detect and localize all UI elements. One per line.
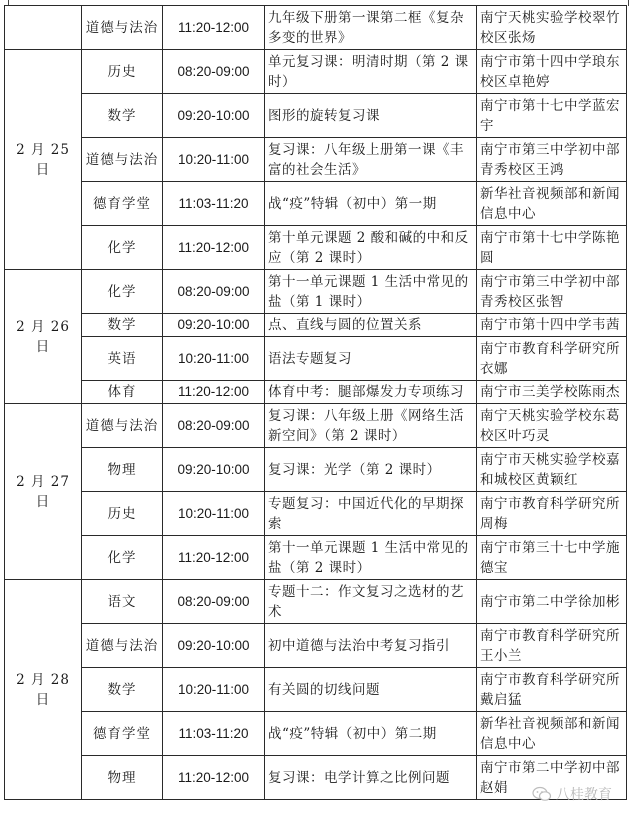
time-cell: 10:20-11:00: [163, 138, 265, 182]
time-cell: 11:20-12:00: [163, 756, 265, 800]
subject-cell: 语文: [82, 580, 163, 624]
time-cell: 08:20-09:00: [163, 50, 265, 94]
subject-cell: 化学: [82, 536, 163, 580]
subject-cell: 物理: [82, 756, 163, 800]
subject-cell: 化学: [82, 226, 163, 270]
table-row: [5, 270, 627, 314]
teacher-cell: 南宁市第三中学初中部青秀校区王鸿: [477, 138, 627, 182]
topic-cell: 复习课：电学计算之比例问题: [265, 756, 477, 800]
topic-cell: 点、直线与圆的位置关系: [265, 314, 477, 337]
teacher-cell: 南宁市天桃实验学校嘉和城校区黄颖红: [477, 448, 627, 492]
teacher-cell: 南宁市第三十七中学施德宝: [477, 536, 627, 580]
teacher-cell: 南宁市教育科学研究所戴启猛: [477, 668, 627, 712]
time-cell: 10:20-11:00: [163, 492, 265, 536]
subject-cell: 历史: [82, 492, 163, 536]
topic-cell: 有关圆的切线问题: [265, 668, 477, 712]
time-cell: 11:20-12:00: [163, 536, 265, 580]
topic-cell: 复习课：八年级上册《网络生活新空间》（第 2 课时）: [265, 404, 477, 448]
table-row: [5, 624, 627, 668]
table-row: [5, 668, 627, 712]
teacher-cell: 南宁市第二中学初中部赵娟: [477, 756, 627, 800]
time-cell: 10:20-11:00: [163, 337, 265, 381]
time-cell: 09:20-10:00: [163, 448, 265, 492]
time-cell: 08:20-09:00: [163, 270, 265, 314]
teacher-cell: 新华社音视频部和新闻信息中心: [477, 712, 627, 756]
table-row: [5, 536, 627, 580]
topic-cell: 第十一单元课题 1 生活中常见的盐（第 1 课时）: [265, 270, 477, 314]
subject-cell: 道德与法治: [82, 404, 163, 448]
teacher-cell: 南宁天桃实验学校翠竹校区张炀: [477, 6, 627, 50]
subject-cell: 体育: [82, 381, 163, 404]
table-row: [5, 381, 627, 404]
teacher-cell: 南宁市第十七中学蓝宏宇: [477, 94, 627, 138]
subject-cell: 数学: [82, 94, 163, 138]
time-cell: 11:03-11:20: [163, 712, 265, 756]
topic-cell: 初中道德与法治中考复习指引: [265, 624, 477, 668]
topic-cell: 战“疫”特辑（初中）第一期: [265, 182, 477, 226]
teacher-cell: 南宁市第十四中学琅东校区卓艳婷: [477, 50, 627, 94]
teacher-cell: 南宁市第十七中学陈艳圆: [477, 226, 627, 270]
teacher-cell: 南宁市教育科学研究所周梅: [477, 492, 627, 536]
time-cell: 08:20-09:00: [163, 404, 265, 448]
teacher-cell: 南宁天桃实验学校东葛校区叶巧灵: [477, 404, 627, 448]
subject-cell: 历史: [82, 50, 163, 94]
time-cell: 09:20-10:00: [163, 624, 265, 668]
table-row: [5, 182, 627, 226]
teacher-cell: 南宁市第十四中学韦茜: [477, 314, 627, 337]
wechat-icon: [532, 786, 552, 802]
subject-cell: 道德与法治: [82, 138, 163, 182]
date-cell: 2 月 26 日: [5, 270, 82, 404]
schedule-table: [4, 5, 627, 800]
time-cell: 10:20-11:00: [163, 668, 265, 712]
table-row: [5, 448, 627, 492]
time-cell: 11:20-12:00: [163, 226, 265, 270]
subject-cell: 数学: [82, 314, 163, 337]
topic-cell: 体育中考：腿部爆发力专项练习: [265, 381, 477, 404]
table-row: [5, 6, 627, 50]
time-cell: 09:20-10:00: [163, 314, 265, 337]
time-cell: 11:20-12:00: [163, 6, 265, 50]
topic-cell: 第十单元课题 2 酸和碱的中和反应（第 2 课时）: [265, 226, 477, 270]
teacher-cell: 南宁市教育科学研究所王小兰: [477, 624, 627, 668]
subject-cell: 道德与法治: [82, 624, 163, 668]
table-row: [5, 138, 627, 182]
table-row: [5, 712, 627, 756]
teacher-cell: 南宁市第三中学初中部青秀校区张智: [477, 270, 627, 314]
subject-cell: 数学: [82, 668, 163, 712]
topic-cell: 语法专题复习: [265, 337, 477, 381]
date-cell: [5, 6, 82, 50]
teacher-cell: 南宁市第二中学徐加彬: [477, 580, 627, 624]
table-top-border-stub-right: [628, 0, 629, 6]
teacher-cell: 新华社音视频部和新闻信息中心: [477, 182, 627, 226]
table-row: [5, 337, 627, 381]
table-row: [5, 50, 627, 94]
table-row: [5, 492, 627, 536]
table-row: [5, 580, 627, 624]
watermark: [532, 784, 612, 804]
time-cell: 11:03-11:20: [163, 182, 265, 226]
time-cell: 11:20-12:00: [163, 381, 265, 404]
subject-cell: 德育学堂: [82, 182, 163, 226]
topic-cell: 战“疫”特辑（初中）第二期: [265, 712, 477, 756]
table-row: [5, 226, 627, 270]
time-cell: 09:20-10:00: [163, 94, 265, 138]
topic-cell: 九年级下册第一课第二框《复杂多变的世界》: [265, 6, 477, 50]
topic-cell: 专题十二：作文复习之选材的艺术: [265, 580, 477, 624]
topic-cell: 复习课：八年级上册第一课《丰富的社会生活》: [265, 138, 477, 182]
teacher-cell: 南宁市教育科学研究所衣娜: [477, 337, 627, 381]
subject-cell: 化学: [82, 270, 163, 314]
teacher-cell: 南宁市三美学校陈雨杰: [477, 381, 627, 404]
topic-cell: 专题复习：中国近代化的早期探索: [265, 492, 477, 536]
subject-cell: 英语: [82, 337, 163, 381]
topic-cell: 复习课：光学（第 2 课时）: [265, 448, 477, 492]
topic-cell: 第十一单元课题 1 生活中常见的盐（第 2 课时）: [265, 536, 477, 580]
date-cell: 2 月 25 日: [5, 50, 82, 270]
date-cell: 2 月 28 日: [5, 580, 82, 800]
topic-cell: 图形的旋转复习课: [265, 94, 477, 138]
subject-cell: 物理: [82, 448, 163, 492]
time-cell: 08:20-09:00: [163, 580, 265, 624]
topic-cell: 单元复习课：明清时期（第 2 课时）: [265, 50, 477, 94]
table-row: [5, 314, 627, 337]
subject-cell: 德育学堂: [82, 712, 163, 756]
watermark-text: 八桂教育: [556, 787, 612, 803]
table-row: [5, 404, 627, 448]
date-cell: 2 月 27 日: [5, 404, 82, 580]
subject-cell: 道德与法治: [82, 6, 163, 50]
table-row: [5, 94, 627, 138]
